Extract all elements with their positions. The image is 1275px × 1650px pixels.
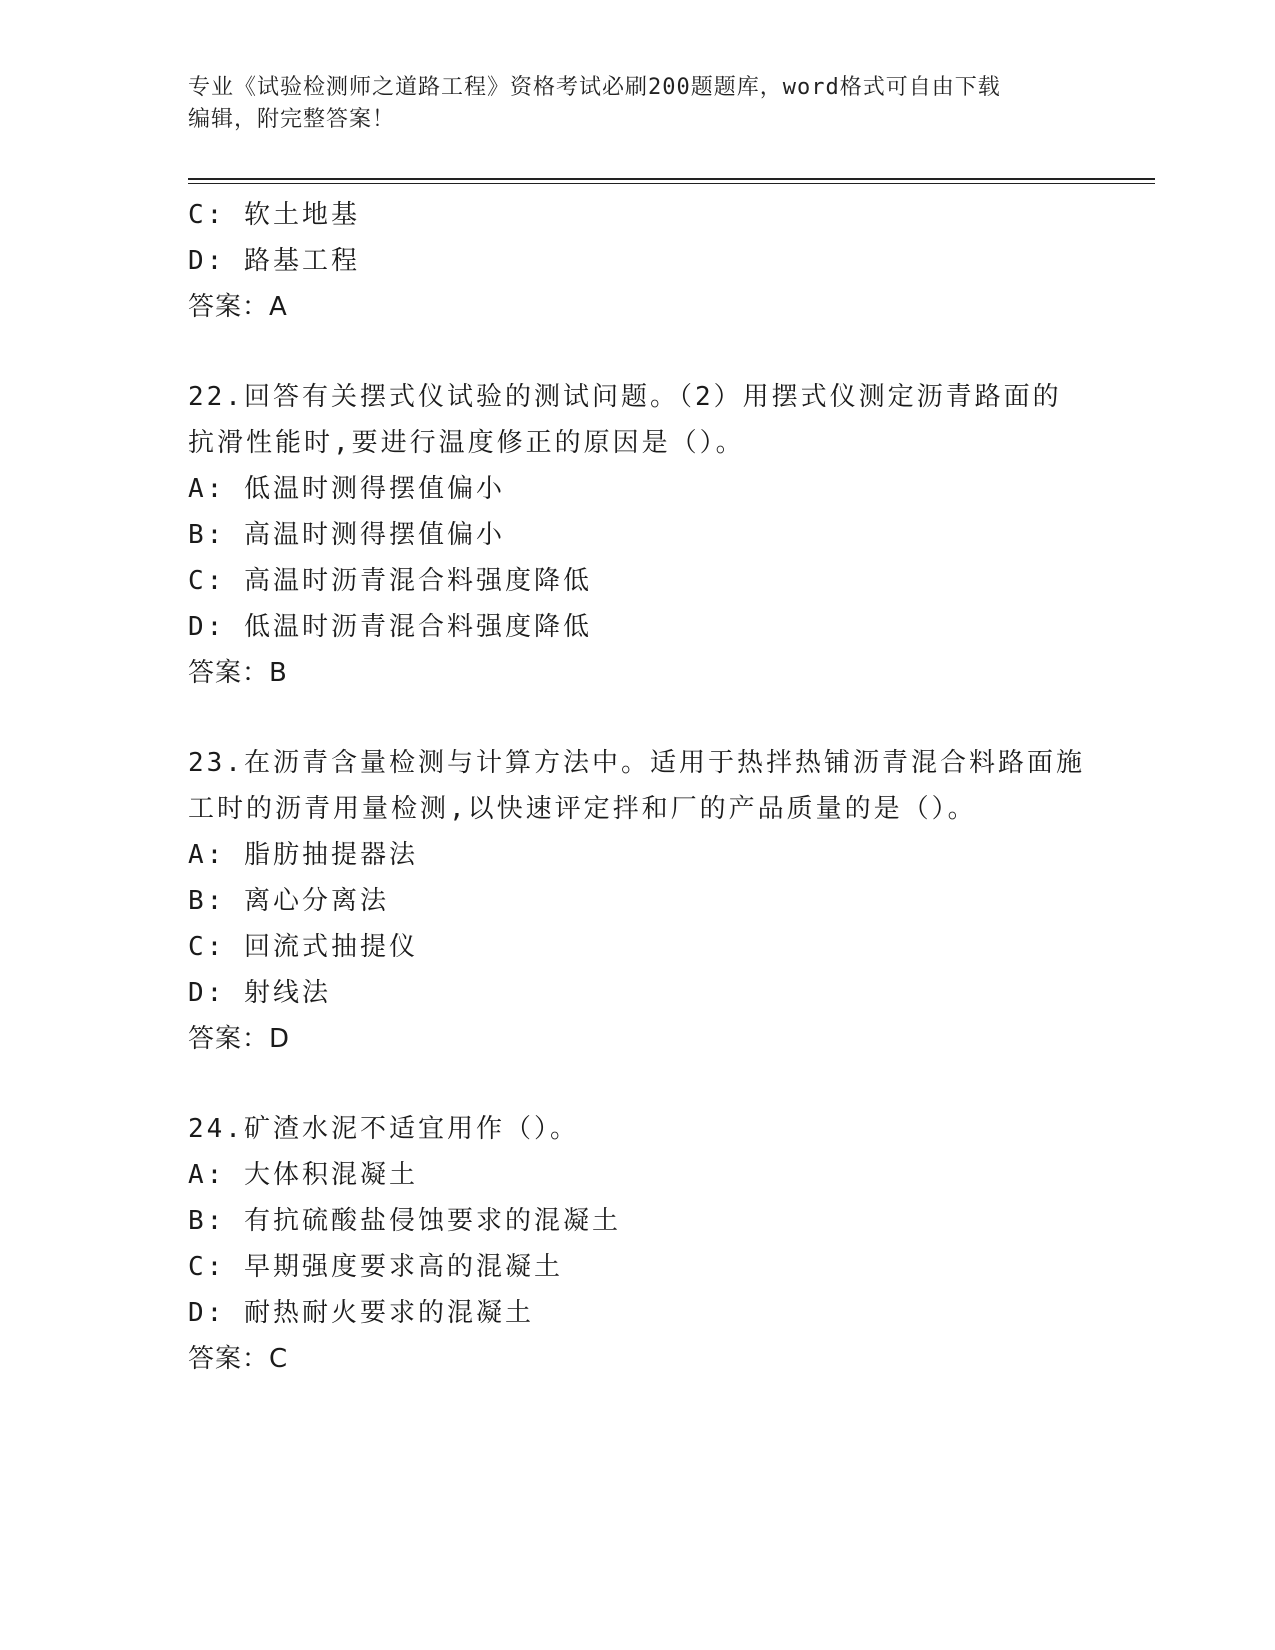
header-divider-thick <box>188 178 1155 180</box>
option-c: C: 回流式抽提仪 <box>188 932 418 962</box>
option-a: A: 脂肪抽提器法 <box>188 840 418 870</box>
option-d: D: 射线法 <box>188 978 331 1008</box>
option-a: A: 大体积混凝土 <box>188 1160 418 1190</box>
option-c: C: 早期强度要求高的混凝土 <box>188 1252 563 1282</box>
spacer <box>188 696 1088 740</box>
option-a: A: 低温时测得摆值偏小 <box>188 474 505 504</box>
question-text: 抗滑性能时,要进行温度修正的原因是（）。 <box>188 428 745 458</box>
question-text: 23.在沥青含量检测与计算方法中。适用于热拌热铺沥青混合料路面施 <box>188 748 1085 778</box>
header-line-2: 编辑，附完整答案！ <box>188 107 396 132</box>
option-b: B: 高温时测得摆值偏小 <box>188 520 505 550</box>
option-c: C: 高温时沥青混合料强度降低 <box>188 566 592 596</box>
answer-line: 答案：A <box>188 292 288 322</box>
question-21-continued <box>188 192 1088 330</box>
header-divider-thin <box>188 183 1155 184</box>
document-header <box>188 72 1088 136</box>
spacer <box>188 1062 1088 1106</box>
spacer <box>188 330 1088 374</box>
question-22 <box>188 374 1088 696</box>
answer-line: 答案：C <box>188 1344 289 1374</box>
question-text: 24.矿渣水泥不适宜用作（）。 <box>188 1114 579 1144</box>
question-text: 工时的沥青用量检测,以快速评定拌和厂的产品质量的是（）。 <box>188 794 977 824</box>
option-d: D: 路基工程 <box>188 246 360 276</box>
option-b: B: 有抗硫酸盐侵蚀要求的混凝土 <box>188 1206 621 1236</box>
question-list <box>188 192 1088 1382</box>
answer-line: 答案：D <box>188 1024 291 1054</box>
question-23 <box>188 740 1088 1062</box>
option-d: D: 耐热耐火要求的混凝土 <box>188 1298 534 1328</box>
header-line-1: 专业《试验检测师之道路工程》资格考试必刷200题题库，word格式可自由下载 <box>188 75 1001 100</box>
option-d: D: 低温时沥青混合料强度降低 <box>188 612 592 642</box>
option-c: C: 软土地基 <box>188 200 360 230</box>
answer-line: 答案：B <box>188 658 288 688</box>
option-b: B: 离心分离法 <box>188 886 389 916</box>
question-24 <box>188 1106 1088 1382</box>
question-text: 22.回答有关摆式仪试验的测试问题。（2）用摆式仪测定沥青路面的 <box>188 382 1062 412</box>
